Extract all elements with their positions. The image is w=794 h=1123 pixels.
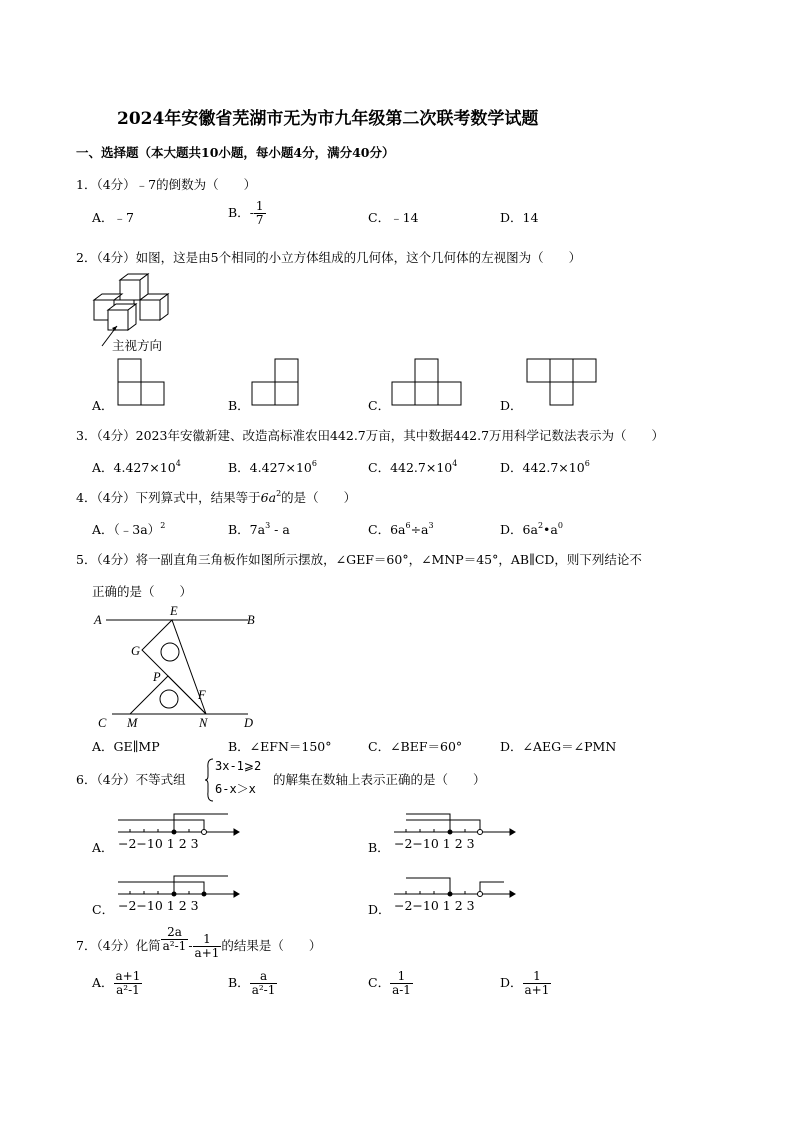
q7-option-c-denominator: a-1: [392, 983, 411, 997]
q7-fraction-2-denominator: a+1: [194, 946, 220, 960]
q4-stem-exponent: 2: [276, 489, 282, 498]
q7-option-c[interactable]: [368, 970, 413, 997]
q4-stem-pre: 4．（4分）下列算式中，结果等于: [76, 490, 261, 505]
q4-option-d-exponent-2: 0: [557, 521, 563, 530]
q6-option-d-numberline: [392, 868, 516, 900]
q4-option-d-exponent: 2: [537, 521, 544, 530]
triangle-figure: [90, 600, 270, 732]
q6-b-axis-labels: −2−10 1 2 3: [394, 836, 475, 851]
q5-option-a[interactable]: A．GE∥MP: [92, 739, 160, 754]
q4-option-a-text: A．（﹣3a）: [92, 522, 161, 537]
triangle-egf: [142, 620, 206, 714]
figure-caption: 主视方向: [112, 338, 163, 353]
q1-option-c[interactable]: C．﹣14: [368, 210, 419, 225]
question-4-stem: [76, 488, 356, 506]
q1-option-b[interactable]: [228, 200, 266, 227]
q7-fraction-1-numerator: 2a: [161, 926, 189, 940]
circle-upper: [161, 643, 179, 661]
q1-option-b-numerator: 1: [255, 199, 264, 213]
q4-option-d-mid: •a: [543, 522, 558, 537]
question-6-stem-post: 的解集在数轴上表示正确的是（ ）: [273, 772, 486, 787]
question-6-stem: 6．（4分）不等式组: [76, 772, 186, 787]
q3-option-d-exponent: 6: [584, 459, 590, 468]
q2-option-b[interactable]: B．: [228, 398, 250, 413]
q4-option-a[interactable]: [92, 520, 165, 538]
q1-option-a[interactable]: A．﹣7: [92, 210, 134, 225]
q4-stem-post: 的是（ ）: [281, 490, 357, 505]
q4-option-b-text: B．7a: [228, 522, 266, 537]
q4-option-c-text: C．6a: [368, 522, 406, 537]
brace-icon: [204, 758, 214, 802]
label-d: D: [244, 716, 254, 730]
q7-option-b-numerator: a: [250, 970, 278, 984]
circle-lower: [160, 690, 178, 708]
q4-option-c-mid: ÷a: [410, 522, 429, 537]
question-7-stem: [76, 925, 322, 960]
q6-a-axis-labels: −2−10 1 2 3: [118, 836, 199, 851]
q3-option-a[interactable]: [92, 458, 181, 476]
q7-minus: -: [188, 938, 193, 953]
question-1-stem: 1．（4分）﹣7的倒数为（ ）: [76, 177, 257, 192]
q5-option-b[interactable]: B．∠EFN＝150°: [228, 739, 332, 754]
q3-option-d-text: D．442.7×10: [500, 460, 585, 475]
q2-option-a-figure: [117, 358, 165, 408]
q7-option-b-denominator: a²-1: [251, 983, 276, 997]
label-b: B: [247, 613, 255, 627]
q7-stem-post: 的结果是（ ）: [221, 938, 322, 953]
section-heading: 一、选择题（本大题共10小题，每小题4分，满分40分）: [76, 145, 395, 160]
label-f: F: [198, 688, 206, 702]
q2-option-b-figure: [251, 358, 299, 408]
page-title: 2024年安徽省芜湖市无为市九年级第二次联考数学试题: [117, 109, 539, 129]
label-a: A: [94, 613, 102, 627]
question-2-stem: 2．（4分）如图，这是由5个相同的小立方体组成的几何体，这个几何体的左视图为（ ）: [76, 250, 582, 265]
q3-option-a-exponent: 4: [175, 459, 181, 468]
q7-option-a-denominator: a²-1: [116, 983, 140, 997]
q6-c-axis-labels: −2−10 1 2 3: [118, 898, 199, 913]
q6-option-c[interactable]: C．: [92, 902, 115, 917]
q3-option-b-exponent: 6: [311, 459, 317, 468]
label-e: E: [170, 604, 178, 618]
q1-option-b-label: B．: [228, 205, 250, 220]
q2-option-a[interactable]: A．: [92, 398, 114, 413]
q4-option-c[interactable]: [368, 520, 434, 538]
q4-stem-expression: 6a: [260, 490, 277, 505]
q7-option-c-label: C．: [368, 975, 391, 990]
q6-option-a-numberline: [116, 806, 240, 838]
q4-option-d-text: D．6a: [500, 522, 538, 537]
label-c: C: [98, 716, 107, 730]
q7-option-a-label: A．: [92, 975, 114, 990]
label-m: M: [127, 716, 138, 730]
q3-option-a-text: A．4.427×10: [92, 460, 176, 475]
q2-option-c-figure: [391, 358, 462, 408]
q6-d-axis-labels: −2−10 1 2 3: [394, 898, 475, 913]
q3-option-b-text: B．4.427×10: [228, 460, 312, 475]
q4-option-d[interactable]: [500, 520, 563, 538]
q3-option-d[interactable]: [500, 458, 590, 476]
q7-option-d-numerator: 1: [523, 970, 552, 984]
q7-option-a[interactable]: [92, 970, 142, 997]
q7-option-c-numerator: 1: [390, 970, 413, 984]
q3-option-c[interactable]: [368, 458, 457, 476]
q7-option-b-label: B．: [228, 975, 250, 990]
q7-fraction-1-denominator: a²-1: [162, 939, 187, 953]
q7-option-a-numerator: a+1: [115, 969, 141, 983]
q4-option-a-exponent: 2: [160, 521, 166, 530]
q3-option-c-text: C．442.7×10: [368, 460, 453, 475]
q4-option-c-exponent: 6: [405, 521, 411, 530]
label-g: G: [131, 644, 141, 658]
q2-option-c[interactable]: C．: [368, 398, 391, 413]
q7-option-b[interactable]: [228, 970, 277, 997]
q6-option-b-numberline: [392, 806, 516, 838]
q3-option-b[interactable]: [228, 458, 317, 476]
q1-option-d[interactable]: D．14: [500, 210, 539, 225]
q1-option-b-denominator: 7: [255, 213, 264, 227]
q6-option-b[interactable]: B．: [368, 840, 390, 855]
q7-option-d-denominator: a+1: [524, 983, 550, 997]
q5-option-c[interactable]: C．∠BEF＝60°: [368, 739, 463, 754]
q4-option-c-exponent-2: 3: [428, 521, 434, 530]
q4-option-b[interactable]: [228, 520, 290, 538]
q7-option-d[interactable]: [500, 970, 551, 997]
q3-option-c-exponent: 4: [452, 459, 458, 468]
label-n: N: [199, 716, 208, 730]
question-5-stem-line-1: 5．（4分）将一副直角三角板作如图所示摆放，∠GEF＝60°，∠MNP＝45°，AB∥CD，则下列结论不: [76, 552, 642, 567]
q7-stem-pre: 7．（4分）化简: [76, 938, 161, 953]
q6-option-c-numberline: [116, 868, 240, 900]
q7-option-d-label: D．: [500, 975, 523, 990]
inequality-1: 3x-1⩾2: [215, 759, 262, 773]
label-p: P: [153, 670, 161, 684]
q6-option-d[interactable]: D．: [368, 902, 391, 917]
q2-option-d-figure: [526, 358, 597, 408]
q1-option-b-sign: -: [249, 205, 254, 220]
q7-fraction-2-numerator: 1: [193, 933, 222, 947]
q4-option-b-post: - a: [270, 522, 290, 537]
question-3-stem: 3．（4分）2023年安徽新建、改造高标准农田442.7万亩，其中数据442.7万用科学记数法表示为（ ）: [76, 428, 665, 443]
q4-option-b-exponent: 3: [265, 521, 271, 530]
q2-option-d[interactable]: D．: [500, 398, 523, 413]
inequality-2: 6-x＞x: [215, 782, 256, 796]
question-5-stem-line-2: 正确的是（ ）: [92, 584, 193, 599]
q5-option-d[interactable]: D．∠AEG＝∠PMN: [500, 739, 617, 754]
q6-option-a[interactable]: A．: [92, 840, 114, 855]
